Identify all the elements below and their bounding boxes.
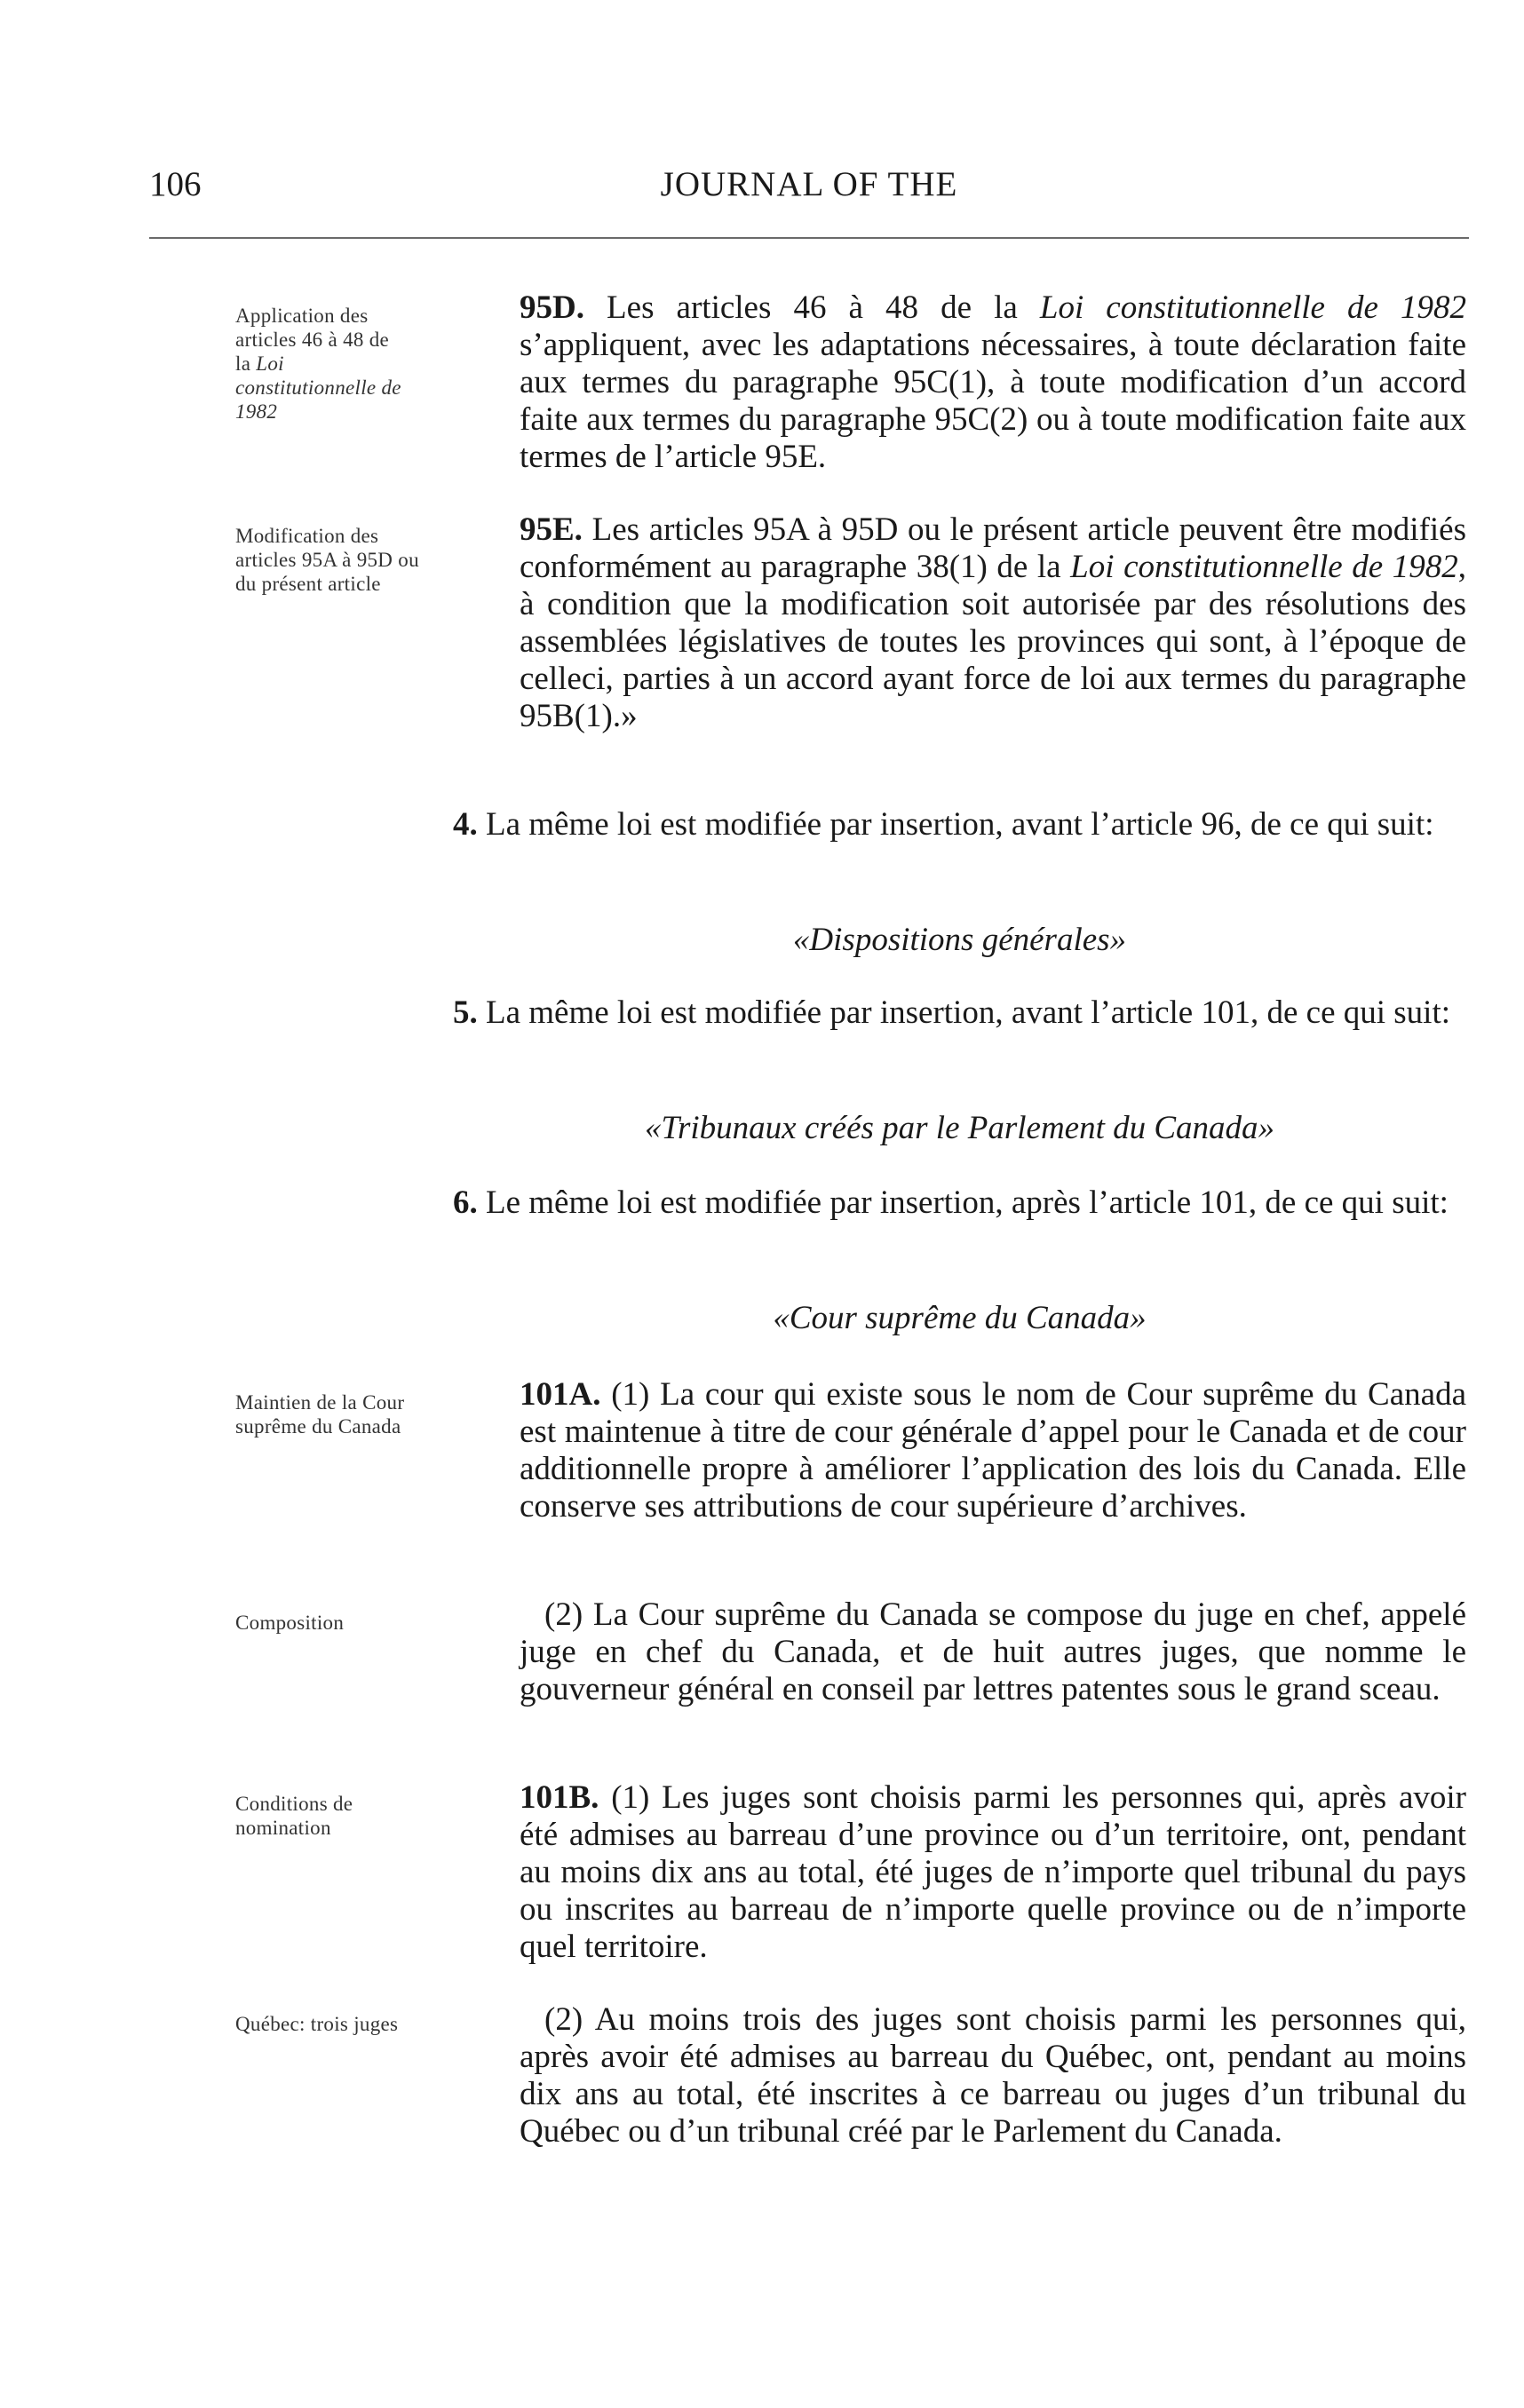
margin-note-conditions: Conditions de nomination: [235, 1793, 353, 1839]
section-number: 4.: [453, 806, 478, 843]
section-6: 6. Le même loi est modifiée par insertion, après l’article 101, de ce qui suit:: [453, 1184, 1449, 1221]
section-101a-1: 101A. (1) La cour qui existe sous le nom de Cour suprême du Canada est maintenue à titre de cour générale d’appel pour le Canada et de cour additionnelle propre à améliorer l’application des lois du Canada. Elle conserve ses attributions de cour supérieure d’archives.: [520, 1376, 1466, 1525]
heading-tribunaux: «Tribunaux créés par le Parlement du Canada»: [644, 1110, 1275, 1146]
section-95e: 95E. Les articles 95A à 95D ou le présent article peuvent être modifiés conformément au paragraphe 38(1) de la Loi constitutionnelle de 1982, à condition que la modification soit autorisée par des résolutions des assemblées législatives de toutes les provinces qui sont, à l’époque de celleci, parties à un accord ayant force de loi aux termes du paragraphe 95B(1).»: [520, 511, 1466, 734]
heading-cour-supreme: «Cour suprême du Canada»: [773, 1300, 1147, 1336]
heading-dispositions-generales: «Dispositions générales»: [792, 922, 1127, 958]
page-number: 106: [149, 165, 202, 203]
margin-note-modification: Modification des articles 95A à 95D ou du présent article: [235, 525, 419, 595]
running-head: JOURNAL OF THE: [660, 165, 958, 203]
section-101a-2: (2) La Cour suprême du Canada se compose du juge en chef, appelé juge en chef du Canada, et de huit autres juges, que nomme le gouverneur général en conseil par lettres patentes sous le grand sceau.: [520, 1596, 1466, 1707]
margin-note-composition: Composition: [235, 1612, 345, 1634]
section-number: 101A.: [520, 1376, 601, 1413]
section-101b-2: (2) Au moins trois des juges sont choisis parmi les personnes qui, après avoir été admises au barreau du Québec, ont, pendant au moins dix ans au total, été inscrites à ce barreau ou juges d’un tribunal du Québec ou d’un tribunal créé par le Parlement du Canada.: [520, 2001, 1466, 2150]
section-number: 95E.: [520, 511, 583, 548]
header-rule: [149, 237, 1469, 239]
margin-note-application: Application des articles 46 à 48 de la Loi constitutionnelle de 1982: [235, 305, 401, 423]
page-header: [149, 164, 1469, 209]
section-number: 5.: [453, 994, 478, 1031]
section-95d: 95D. Les articles 46 à 48 de la Loi constitutionnelle de 1982 s’appliquent, avec les adaptations nécessaires, à toute déclaration faite aux termes du paragraphe 95C(1), à toute modification d’un accord faite aux termes du paragraphe 95C(2) ou à toute modification faite aux termes de l’article 95E.: [520, 289, 1467, 475]
section-number: 101B.: [520, 1779, 599, 1816]
margin-note-quebec: Québec: trois juges: [235, 2013, 399, 2035]
section-number: 95D.: [520, 289, 584, 326]
section-5: 5. La même loi est modifiée par insertion, avant l’article 101, de ce qui suit:: [453, 994, 1451, 1031]
section-101b-1: 101B. (1) Les juges sont choisis parmi les personnes qui, après avoir été admises au barreau d’une province ou d’un territoire, ont, pendant au moins dix ans au total, été juges de n’importe quel tribunal du pays ou inscrites au barreau de n’importe quelle province ou de n’importe quel territoire.: [520, 1779, 1466, 1965]
margin-note-maintien: Maintien de la Cour suprême du Canada: [235, 1391, 405, 1438]
section-number: 6.: [453, 1184, 478, 1221]
section-4: 4. La même loi est modifiée par insertion, avant l’article 96, de ce qui suit:: [453, 806, 1434, 843]
